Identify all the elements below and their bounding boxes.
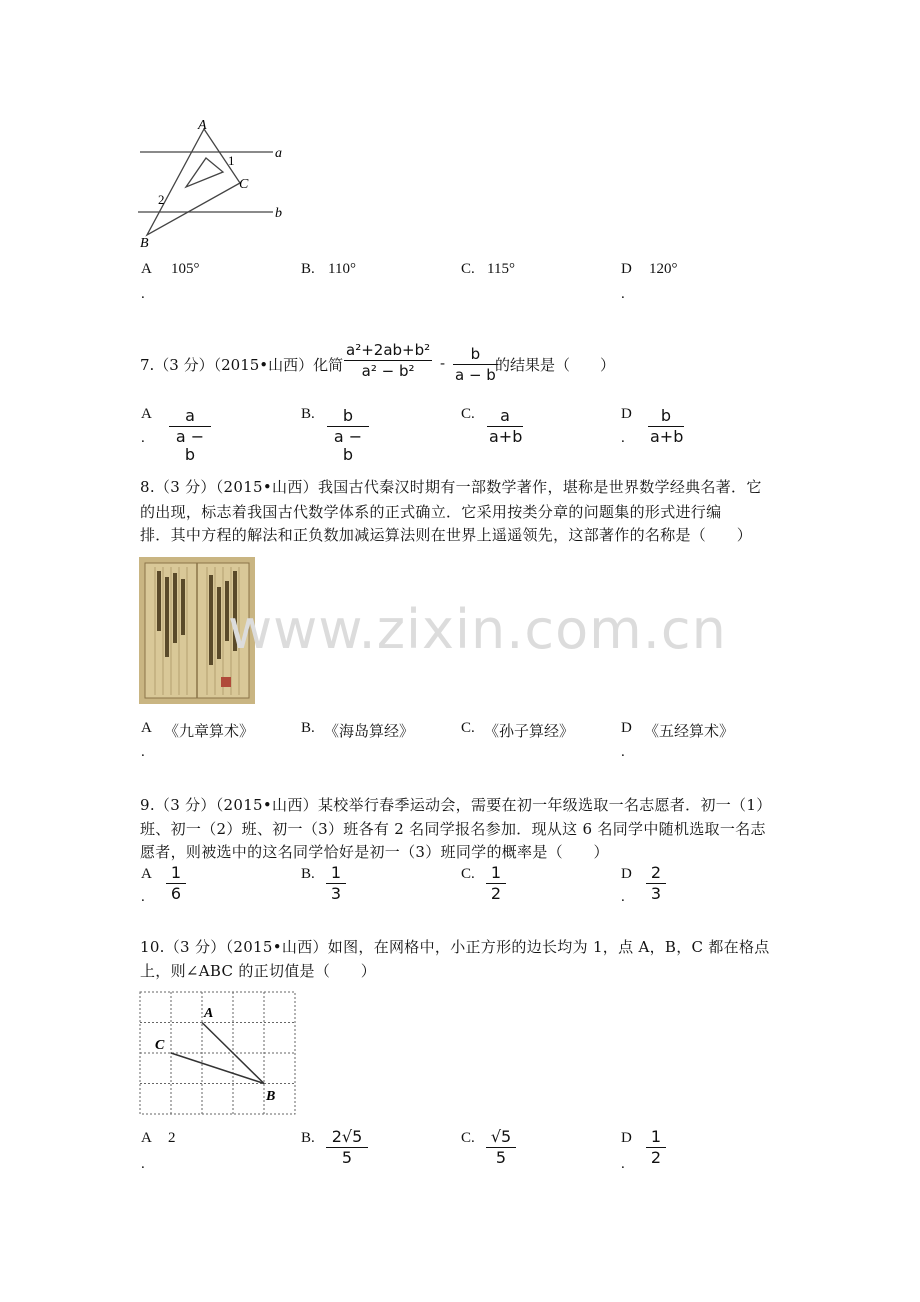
label-C: C — [155, 1038, 165, 1053]
label-a: a — [275, 146, 282, 161]
option-letter: C. — [461, 406, 475, 422]
option-text: 《海岛算经》 — [324, 722, 415, 740]
option-dot: . — [621, 889, 625, 905]
option-letter: C. — [461, 1130, 475, 1146]
option-letter: A — [141, 261, 152, 277]
option-letter: C. — [461, 866, 475, 882]
q10-grid-figure — [138, 990, 298, 1118]
option-fraction: a a+b — [489, 406, 523, 446]
q8-line-1: 8.（3 分）（2015•山西）我国古代秦汉时期有一部数学著作，堪称是世界数学经典名著．它 — [140, 478, 762, 496]
q7-minus: - — [440, 354, 446, 372]
q6-figure — [135, 115, 295, 255]
label-angle-1: 1 — [228, 153, 235, 168]
option-dot: . — [621, 286, 625, 302]
q9-line-1: 9.（3 分）（2015•山西）某校举行春季运动会，需要在初一年级选取一名志愿者．初一（1） — [140, 796, 772, 814]
option-letter: B. — [301, 866, 315, 882]
option-letter: B. — [301, 720, 315, 736]
option-dot: . — [621, 1156, 625, 1172]
option-text: 105° — [171, 261, 200, 277]
label-B: B — [140, 236, 149, 251]
option-text: 《九章算术》 — [164, 722, 255, 740]
q10-line-1: 10.（3 分）（2015•山西）如图，在网格中，小正方形的边长均为 1，点 A，B，C 都在格点 — [140, 938, 770, 956]
option-dot: . — [141, 1156, 145, 1172]
q7-suffix: 的结果是（ ） — [495, 356, 616, 374]
option-fraction: 2 3 — [646, 864, 666, 903]
option-letter: A — [141, 866, 152, 882]
option-fraction: b a+b — [650, 406, 684, 446]
option-dot: . — [141, 286, 145, 302]
option-letter: B. — [301, 1130, 315, 1146]
option-text: 《五经算术》 — [644, 722, 735, 740]
option-text: 115° — [487, 261, 515, 277]
q10-line-2: 上，则∠ABC 的正切值是（ ） — [140, 962, 377, 980]
option-letter: B. — [301, 261, 315, 277]
q9-line-3: 愿者，则被选中的这名同学恰好是初一（3）班同学的概率是（ ） — [140, 843, 609, 861]
q7-fraction-1: a²+2ab+b² a² − b² — [346, 341, 431, 380]
option-letter: C. — [461, 261, 475, 277]
option-dot: . — [621, 744, 625, 760]
option-fraction: √5 5 — [486, 1128, 516, 1167]
option-letter: A — [141, 406, 152, 422]
q9-line-2: 班、初一（2）班、初一（3）班各有 2 名同学报名参加．现从这 6 名同学中随机选取一名志 — [140, 820, 766, 838]
label-A: A — [198, 118, 207, 133]
option-letter: D — [621, 261, 632, 277]
option-dot: . — [621, 430, 625, 446]
option-fraction: 1 2 — [646, 1128, 666, 1167]
triangle-inner — [186, 158, 223, 187]
label-b: b — [275, 206, 282, 221]
q7-fraction-2: b a − b — [455, 345, 496, 384]
option-fraction: 2√5 5 — [326, 1128, 368, 1167]
option-dot: . — [141, 744, 145, 760]
option-fraction: 1 2 — [486, 864, 506, 903]
q8-line-2: 的出现，标志着我国古代数学体系的正式确立．它采用按类分章的问题集的形式进行编 — [140, 503, 722, 521]
option-letter: B. — [301, 406, 315, 422]
option-text: 《孙子算经》 — [484, 722, 575, 740]
option-letter: D — [621, 406, 632, 422]
option-letter: C. — [461, 720, 475, 736]
option-text: 120° — [649, 261, 678, 277]
option-fraction: a a − b — [169, 407, 211, 464]
option-letter: D — [621, 866, 632, 882]
option-dot: . — [141, 889, 145, 905]
option-letter: D — [621, 720, 632, 736]
option-letter: A — [141, 720, 152, 736]
option-text: 110° — [328, 261, 356, 277]
label-angle-2: 2 — [158, 192, 165, 207]
option-fraction: b a − b — [327, 407, 369, 464]
option-dot: . — [141, 430, 145, 446]
q7-prefix: 7.（3 分）（2015•山西）化简 — [140, 356, 344, 374]
label-C: C — [239, 177, 249, 192]
label-A: A — [204, 1006, 214, 1021]
watermark: www.zixin.com.cn — [228, 598, 727, 661]
q8-line-3: 排．其中方程的解法和正负数加减运算法则在世界上遥遥领先，这部著作的名称是（ ） — [140, 526, 753, 544]
option-letter: D — [621, 1130, 632, 1146]
option-text: 2 — [168, 1130, 176, 1146]
option-fraction: 1 3 — [326, 864, 346, 903]
triangle-outer — [147, 129, 240, 235]
option-fraction: 1 6 — [166, 864, 186, 903]
label-B: B — [266, 1089, 276, 1104]
option-letter: A — [141, 1130, 152, 1146]
